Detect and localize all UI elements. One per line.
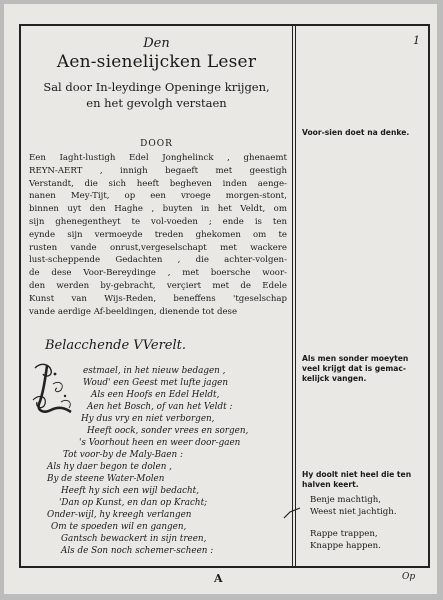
prose-line: sijn ghenegentheyt te vol-voeden ; ende is ten	[29, 216, 287, 227]
poem-line: 's Voorhout heen en weer door-gaen	[79, 438, 241, 448]
prose-line: rusten vande onrust,vergeselschapt met wackere	[29, 242, 287, 253]
decorative-dropcap-icon	[31, 360, 75, 416]
margin-note-3	[302, 470, 426, 490]
poem-line: 'Dan op Kunst, en dan op Kracht;	[59, 498, 208, 508]
page-number: 1	[413, 34, 420, 47]
prose-line: Kunst van Wijs-Reden, beneffens 'tgeselschap	[29, 293, 287, 304]
margin-note-line: veel krijgt dat is gemac-	[302, 364, 407, 373]
poem-line: Woud' een Geest met lufte jagen	[83, 378, 229, 388]
signature-mark: A	[214, 572, 223, 585]
prose-line: de dese Voor-Bereydinge , met boersche woor-	[29, 268, 287, 279]
header-den: Den	[143, 36, 170, 51]
margin-note-line: Als men sonder moeyten	[302, 354, 409, 363]
poem-line: Tot voor-by de Maly-Baen :	[63, 450, 183, 460]
margin-note-5-line-2: Knappe happen.	[310, 541, 381, 551]
prose-line: eynde sijn vermoeyde treden ghekomen om te	[29, 229, 287, 240]
main-column	[21, 26, 292, 566]
prose-line: den werden by-gebracht, verçiert met de Edele	[29, 280, 287, 291]
poem-line: Gantsch bewackert in sijn treen,	[61, 534, 207, 544]
margin-note-line: Hy doolt niet heel die ten	[302, 470, 412, 479]
poem-line: Heeft hy sich een wijl bedacht,	[61, 486, 200, 496]
page-frame	[19, 24, 430, 568]
poem-line: Hy dus vry en niet verborgen,	[81, 414, 215, 424]
poem-line: Als een Hoofs en Edel Heldt,	[91, 390, 220, 400]
section-title: Belacchende VVerelt.	[45, 338, 187, 353]
header-door: DOOR	[140, 139, 173, 149]
margin-note-4-line-1: Benje machtigh,	[310, 495, 382, 505]
poem-line: Als de Son noch schemer-scheen :	[61, 546, 214, 556]
margin-note-line: halven keert.	[302, 480, 359, 489]
prose-line: nanen Mey-Tijt, op een vroege morgen-stont,	[29, 191, 287, 202]
poem-line: Aen het Bosch, of van het Veldt :	[87, 402, 233, 412]
pen-tick-mark-icon	[282, 506, 302, 522]
poem-line: Om te spoeden wil en gangen,	[51, 522, 187, 532]
prose-line: Een Iaght-lustigh Edel Jonghelinck , ghenaemt	[29, 153, 287, 163]
margin-note-2	[302, 354, 426, 384]
subtitle-line-2: en het gevolgh verstaen	[86, 96, 227, 110]
subtitle-line-1: Sal door In-leydinge Openinge krijgen,	[43, 80, 270, 94]
margin-column	[296, 26, 428, 566]
prose-line: REYN-AERT , innigh begaeft met geestigh	[29, 165, 287, 176]
poem-line: By de steene Water-Molen	[47, 474, 165, 484]
poem-line: estmael, in het nieuw bedagen ,	[83, 366, 226, 376]
margin-note-1	[302, 128, 426, 138]
prose-block	[29, 152, 287, 318]
margin-note-4-line-2: Weest niet jachtigh.	[310, 507, 397, 517]
prose-line: vande aerdige Af-beeldingen, dienende tot dese	[29, 306, 238, 317]
prose-line: lust-scheppende Gedachten , die achter-volgen-	[29, 255, 287, 266]
poem-line: Onder-wijl, hy kreegh verlangen	[47, 510, 192, 520]
catchword: Op	[402, 572, 416, 582]
margin-note-line: kelijck vangen.	[302, 374, 367, 383]
margin-note-5-line-1: Rappe trappen,	[310, 529, 378, 539]
prose-line: binnen uyt den Haghe , buyten in het Veldt, om	[29, 204, 287, 215]
margin-note-line: Voor-sien doet na denke.	[302, 128, 410, 137]
poem-line: Als hy daer begon te dolen ,	[47, 462, 172, 472]
poem-line: Heeft oock, sonder vrees en sorgen,	[87, 426, 249, 436]
scanned-page	[4, 4, 437, 594]
prose-line: Verstandt, die sich heeft begheven inden aenge-	[29, 178, 287, 189]
page-title: Aen-sienelijcken Leser	[56, 52, 257, 72]
